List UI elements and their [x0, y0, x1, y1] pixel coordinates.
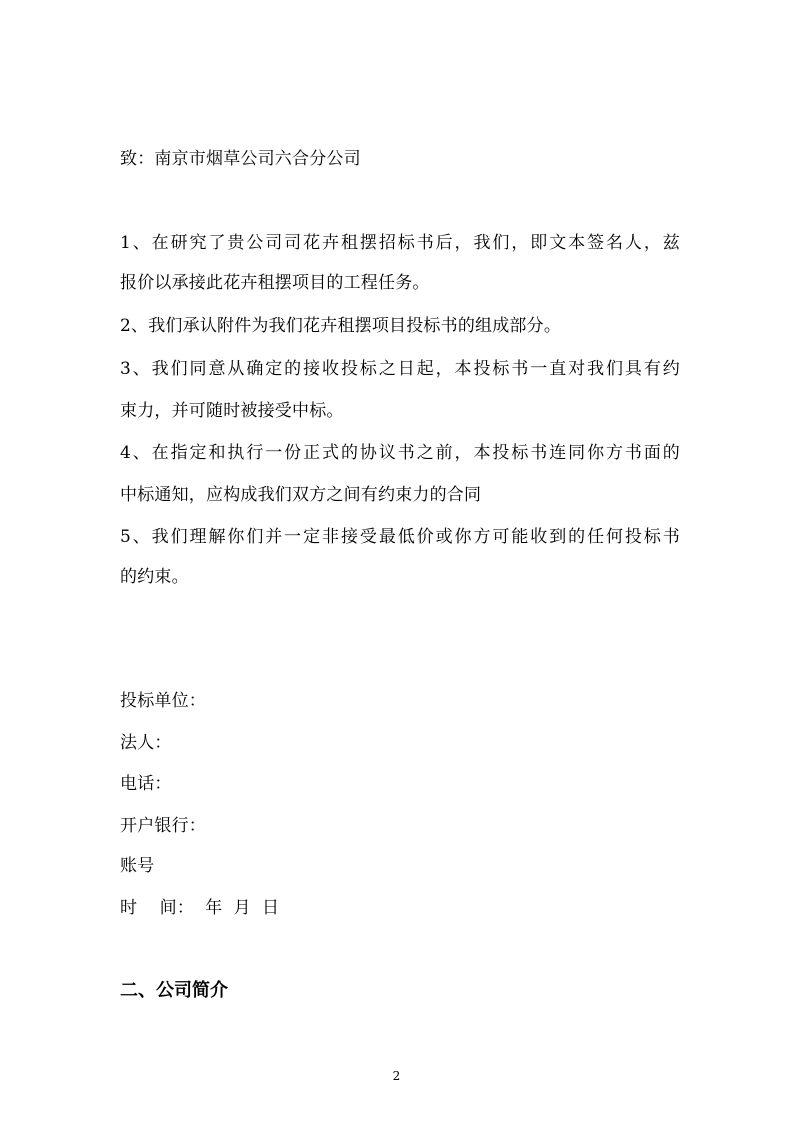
clause-line-4: 3、我们同意从确定的接收投标之日起，本投标书一直对我们具有约 [120, 359, 680, 379]
clause-line-5: 束力，并可随时被接受中标。 [120, 401, 344, 421]
clause-line-8: 5、我们理解你们并一定非接受最低价或你方可能收到的任何投标书 [120, 527, 680, 547]
clause-line-6: 4、在指定和执行一份正式的协议书之前，本投标书连同你方书面的 [120, 443, 680, 463]
date-field: 时 间： 年 月 日 [120, 898, 280, 918]
bidder-field: 投标单位： [120, 691, 206, 711]
legal-person-field: 法人： [120, 733, 172, 753]
page-number: 2 [392, 1069, 401, 1083]
phone-field: 电话： [120, 774, 172, 794]
clause-line-3: 2、我们承认附件为我们花卉租摆项目投标书的组成部分。 [120, 316, 562, 336]
clause-line-2: 报价以承接此花卉租摆项目的工程任务。 [120, 273, 430, 293]
clause-line-1: 1、在研究了贵公司司花卉租摆招标书后，我们，即文本签名人，兹 [120, 233, 680, 253]
account-field: 账号 [120, 856, 155, 876]
bank-field: 开户银行： [120, 816, 206, 836]
clause-line-7: 中标通知，应构成我们双方之间有约束力的合同 [120, 485, 482, 505]
clause-line-9: 的约束。 [120, 567, 189, 587]
addressee-line: 致：南京市烟草公司六合分公司 [120, 149, 361, 169]
section-heading: 二、公司简介 [120, 980, 228, 1001]
